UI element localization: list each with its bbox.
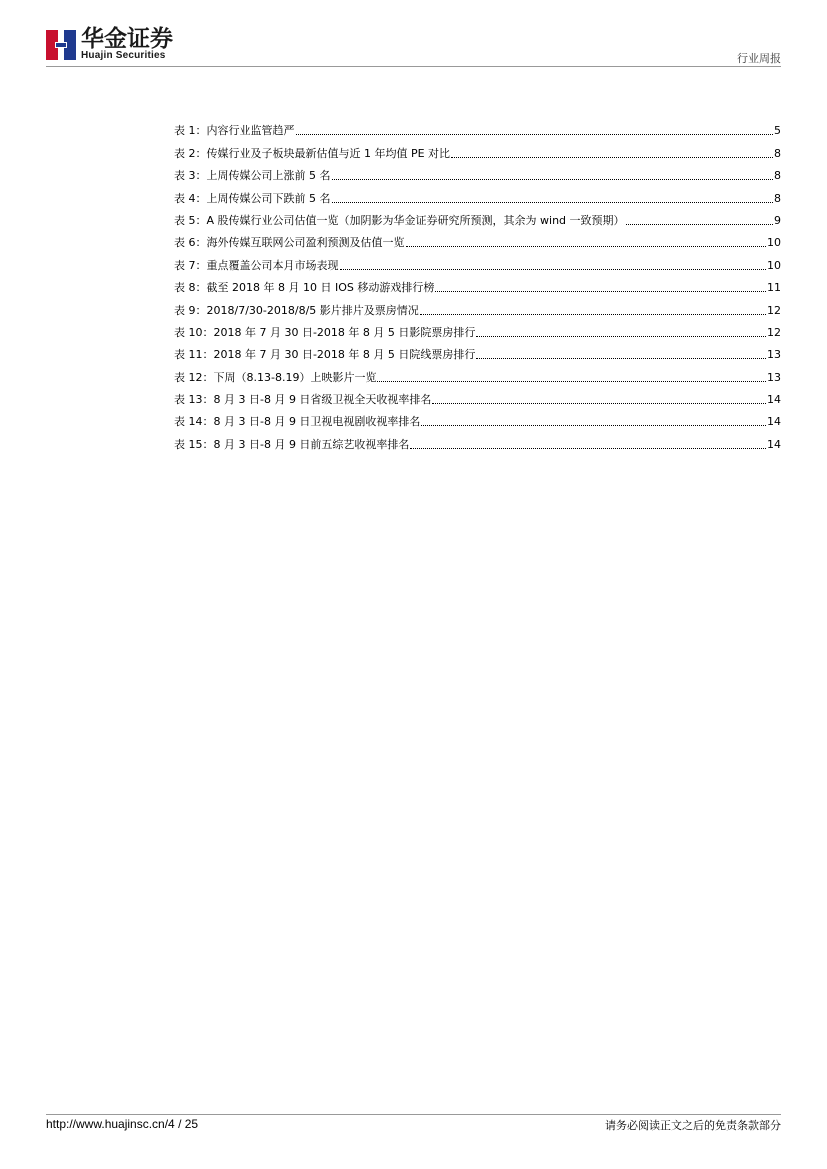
header-divider [46, 66, 781, 67]
footer-disclaimer: 请务必阅读正文之后的免责条款部分 [605, 1119, 781, 1132]
toc-dot-leader [410, 448, 766, 449]
toc-dot-leader [420, 314, 766, 315]
toc-entry-page-number[interactable]: 9 [774, 213, 781, 227]
toc-entry-title[interactable]: 表 8：截至 2018 年 8 月 10 日 IOS 移动游戏排行榜 [174, 281, 435, 295]
footer-url-page[interactable]: http://www.huajinsc.cn/4 / 25 [46, 1117, 199, 1131]
toc-entry-page-number[interactable]: 12 [767, 303, 781, 317]
toc-entry-page-number[interactable]: 12 [767, 325, 781, 339]
toc-dot-leader [432, 403, 766, 404]
page-header [46, 26, 781, 66]
toc-entry-title[interactable]: 表 7：重点覆盖公司本月市场表现 [174, 258, 339, 272]
toc-entry[interactable] [174, 206, 781, 228]
toc-entry[interactable] [174, 362, 781, 384]
toc-entry-page-number[interactable]: 10 [767, 236, 781, 250]
toc-entry-page-number[interactable]: 8 [774, 169, 781, 183]
report-type-label: 行业周报 [737, 52, 781, 65]
toc-entry-title[interactable]: 表 5：A 股传媒行业公司估值一览（加阴影为华金证券研究所预测，其余为 wind 一致预期） [174, 213, 625, 227]
toc-entry-page-number[interactable]: 8 [774, 191, 781, 205]
toc-entry-title[interactable]: 表 2：传媒行业及子板块最新估值与近 1 年均值 PE 对比 [174, 146, 451, 160]
toc-entry-page-number[interactable]: 14 [767, 393, 781, 407]
toc-entry-title[interactable]: 表 12：下周（8.13-8.19）上映影片一览 [174, 370, 377, 384]
logo-english-name: Huajin Securities [81, 50, 166, 61]
toc-entry[interactable] [174, 161, 781, 183]
toc-dot-leader [451, 157, 773, 158]
toc-entry-page-number[interactable]: 14 [767, 437, 781, 451]
toc-entry-title[interactable]: 表 15：8 月 3 日-8 月 9 日前五综艺收视率排名 [174, 437, 410, 451]
toc-entry-page-number[interactable]: 8 [774, 146, 781, 160]
toc-entry[interactable] [174, 250, 781, 272]
huajin-logo-icon [46, 30, 76, 60]
toc-entry[interactable] [174, 228, 781, 250]
toc-entry[interactable] [174, 318, 781, 340]
toc-dot-leader [340, 269, 767, 270]
toc-entry[interactable] [174, 273, 781, 295]
toc-entry-title[interactable]: 表 4：上周传媒公司下跌前 5 名 [174, 191, 331, 205]
toc-entry-page-number[interactable]: 14 [767, 415, 781, 429]
toc-entry-title[interactable]: 表 6：海外传媒互联网公司盈利预测及估值一览 [174, 236, 405, 250]
toc-dot-leader [626, 224, 773, 225]
toc-entry-title[interactable]: 表 10：2018 年 7 月 30 日-2018 年 8 月 5 日影院票房排行 [174, 325, 476, 339]
toc-entry[interactable] [174, 138, 781, 160]
footer-divider [46, 1114, 781, 1115]
logo-chinese-name: 华金证券 [81, 26, 173, 52]
toc-dot-leader [421, 425, 766, 426]
toc-dot-leader [435, 291, 766, 292]
toc-dot-leader [377, 381, 766, 382]
toc-entry-title[interactable]: 表 9：2018/7/30-2018/8/5 影片排片及票房情况 [174, 303, 419, 317]
toc-entry[interactable] [174, 116, 781, 138]
toc-entry-title[interactable]: 表 3：上周传媒公司上涨前 5 名 [174, 169, 331, 183]
toc-entry[interactable] [174, 295, 781, 317]
toc-entry-title[interactable]: 表 11：2018 年 7 月 30 日-2018 年 8 月 5 日院线票房排行 [174, 348, 476, 362]
toc-dot-leader [332, 202, 774, 203]
toc-entry-page-number[interactable]: 11 [767, 281, 781, 295]
toc-entry[interactable] [174, 183, 781, 205]
toc-dot-leader [296, 134, 774, 135]
toc-dot-leader [332, 179, 774, 180]
toc-entry-page-number[interactable]: 13 [767, 348, 781, 362]
toc-entry-page-number[interactable]: 13 [767, 370, 781, 384]
table-of-figures [174, 116, 781, 452]
toc-entry-title[interactable]: 表 14：8 月 3 日-8 月 9 日卫视电视剧收视率排名 [174, 415, 421, 429]
company-logo [46, 26, 186, 66]
toc-entry-page-number[interactable]: 5 [774, 124, 781, 138]
toc-entry[interactable] [174, 429, 781, 451]
toc-dot-leader [476, 336, 766, 337]
toc-entry-title[interactable]: 表 1：内容行业监管趋严 [174, 124, 295, 138]
toc-dot-leader [476, 358, 766, 359]
toc-dot-leader [406, 246, 767, 247]
toc-entry-page-number[interactable]: 10 [767, 258, 781, 272]
toc-entry[interactable] [174, 340, 781, 362]
toc-entry-title[interactable]: 表 13：8 月 3 日-8 月 9 日省级卫视全天收视率排名 [174, 393, 432, 407]
toc-entry[interactable] [174, 407, 781, 429]
toc-entry[interactable] [174, 385, 781, 407]
